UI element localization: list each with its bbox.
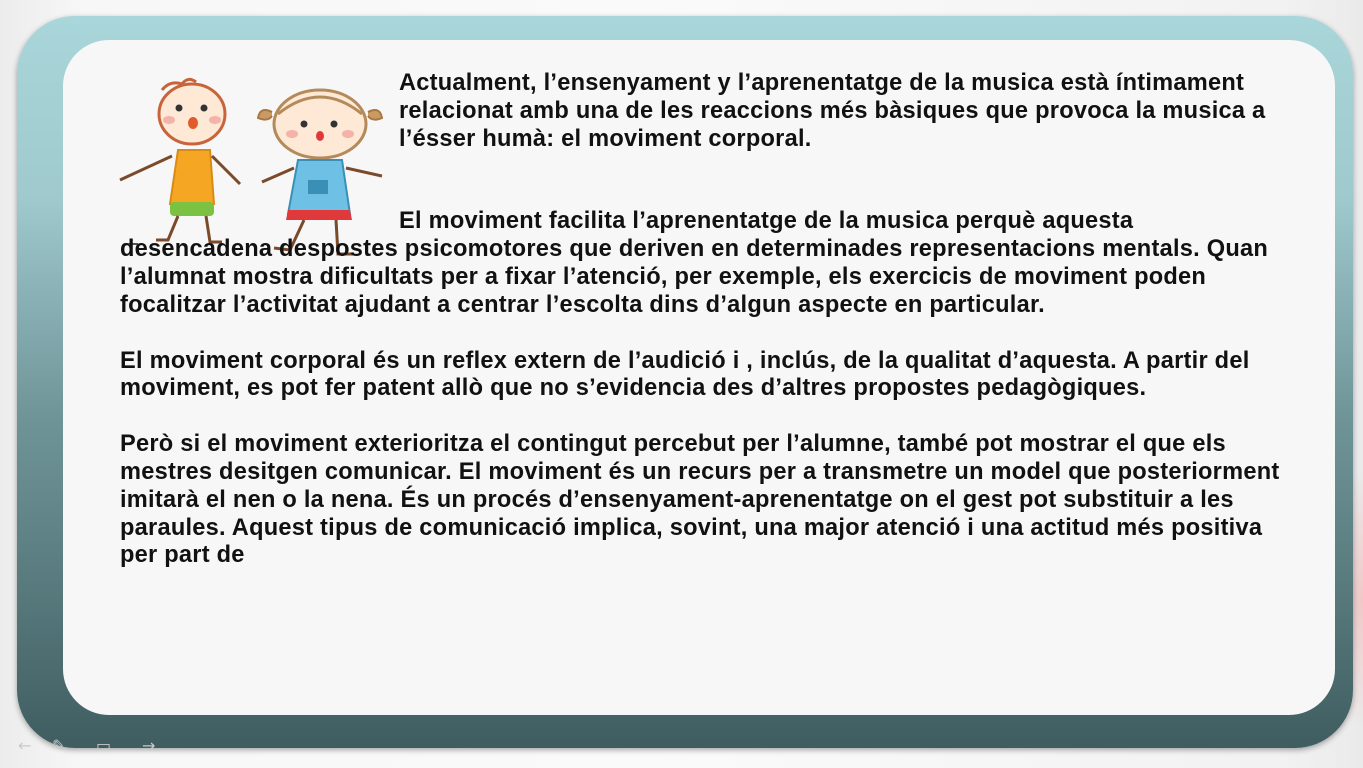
pen-icon[interactable]: ✎	[52, 736, 66, 755]
side-watermark	[2, 40, 14, 400]
paragraph-reflex: El moviment corporal és un reflex extern de l’audició i , inclús, de la qualitat d’aquesta. A partir del moviment, es pot fer patent allò que no s’evidencia des d’altres propostes pedagògiques.	[120, 347, 1250, 402]
slide-menu-icon[interactable]: ▭	[96, 736, 112, 755]
slide-navigation-bar	[0, 724, 200, 768]
next-arrow-icon[interactable]: →	[142, 736, 156, 755]
paragraph-learning: El moviment facilita l’aprenentatge de la musica perquè aquesta desencadena despostes psicomotores que deriven en determinades representacions mentals. Quan l’alumnat mostra dificultats per a fixar l’atenció, per exemple, els exercicis de moviment poden focalitzar l’activitat ajudant a centrar l’escolta dins d’algun aspecte en particular.	[120, 208, 1269, 318]
paragraph-intro: Actualment, l’ensenyament y l’aprenentatge de la musica està íntimament relacionat amb una de les reaccions més bàsiques que provoca la musica a l’ésser humà: el moviment corporal.	[399, 70, 1266, 152]
paragraph-communication: Però si el moviment exterioritza el contingut percebut per l’alumne, també pot mostrar el que els mestres desitgen comunicar. El moviment és un recurs per a transmetre un model que posteriorment imitarà el nen o la nena. És un procés d’ensenyament-aprenentatge on el gest pot substituir a les paraules. Aquest tipus de comunicació implica, sovint, una major atenció i una actitud més positiva per part de	[120, 431, 1280, 569]
slide-body-text	[120, 70, 1290, 570]
previous-arrow-icon[interactable]: ←	[18, 736, 32, 755]
